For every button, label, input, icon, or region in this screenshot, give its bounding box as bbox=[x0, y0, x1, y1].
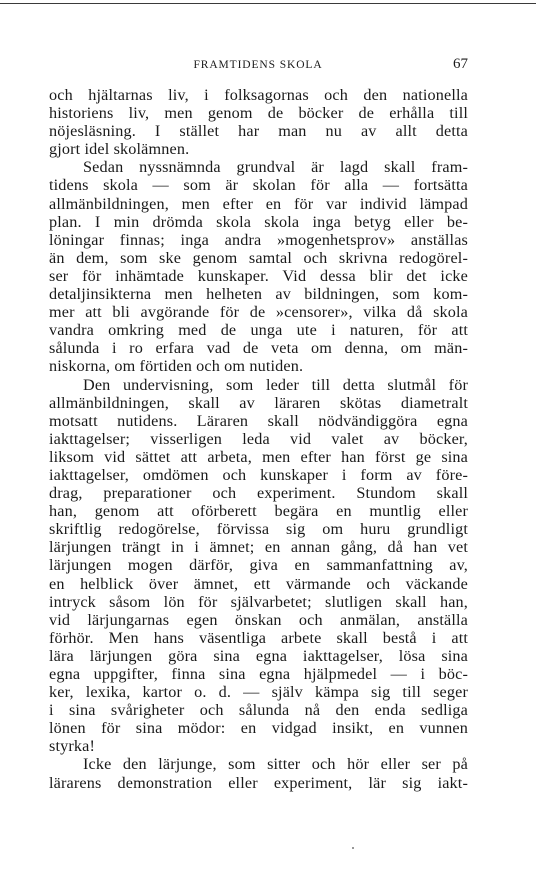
text-line: vandra omkring med de unga ute i naturen, för att bbox=[49, 321, 468, 340]
text-line: historiens liv, men genom de böcker de erhålla till bbox=[49, 104, 468, 123]
text-line: drag, preparationer och experiment. Stundom skall bbox=[49, 484, 468, 503]
text-line: skriftlig redogörelse, förvissa sig om huru grundligt bbox=[49, 520, 468, 539]
text-line: lärjungen trängt in i ämnet; en annan gång, då han vet bbox=[49, 538, 468, 557]
paragraph-start-line: Icke den lärjunge, som sitter och hör eller ser på bbox=[83, 755, 468, 774]
running-header bbox=[48, 56, 468, 76]
page-number: 67 bbox=[453, 56, 468, 72]
text-line: han, genom att oförberett begära en muntlig eller bbox=[49, 502, 468, 521]
text-line: förhör. Men hans väsentliga arbete skall bestå i att bbox=[49, 628, 468, 647]
text-line: plan. I min drömda skola skola inga betyg eller be- bbox=[49, 212, 468, 231]
text-line: i sina svårigheter och sålunda nå den enda sedliga bbox=[49, 701, 468, 720]
body-text bbox=[49, 86, 468, 792]
text-line: än dem, som ske genom samtal och skrivna redogörel- bbox=[49, 248, 468, 267]
text-line: mer att bli avgörande för de »censorer», vilka då skola bbox=[49, 303, 468, 322]
text-line: allmänbildningen, skall av läraren skötas diametralt bbox=[49, 393, 468, 412]
text-line: ker, lexika, kartor o. d. — själv kämpa sig till seger bbox=[49, 683, 468, 702]
text-line: liksom vid sättet att arbeta, men efter han först ge sina bbox=[49, 447, 468, 466]
paper-speck bbox=[352, 847, 354, 849]
text-line: styrka! bbox=[49, 737, 96, 756]
text-line: detaljinsikterna men helheten av bildningen, som kom- bbox=[49, 285, 468, 304]
running-title: FRAMTIDENS SKOLA bbox=[193, 59, 323, 71]
paragraph-start-line: Sedan nyssnämnda grundval är lagd skall fram- bbox=[83, 158, 468, 177]
text-line: tidens skola — som är skolan för alla — fortsätta bbox=[49, 176, 468, 195]
paragraph-start-line: Den undervisning, som leder till detta slutmål för bbox=[83, 375, 468, 394]
text-line: nöjesläsning. I stället har man nu av allt detta bbox=[49, 122, 468, 141]
text-line: lära lärjungen göra sina egna iakttagelser, lösa sina bbox=[49, 646, 468, 665]
text-line: sålunda i ro erfara vad de veta om denna, om män- bbox=[49, 339, 468, 358]
text-line: allmänbildningen, men efter en för var individ lämpad bbox=[49, 194, 468, 213]
text-line: ser för inhämtade kunskaper. Vid dessa blir det icke bbox=[49, 266, 468, 285]
text-line: och hjältarnas liv, i folksagornas och den nationella bbox=[49, 86, 468, 104]
top-edge-rule bbox=[0, 3, 536, 4]
text-line: iakttagelser; visserligen leda vid valet av böcker, bbox=[49, 429, 468, 448]
text-line: egna uppgifter, finna sina egna hjälpmedel — i böc- bbox=[49, 665, 468, 683]
text-line: löningar finnas; inga andra »mogenhetsprov» anställas bbox=[49, 230, 468, 249]
text-line: gjort idel skolämnen. bbox=[49, 140, 190, 159]
text-line: motsatt nutidens. Läraren skall nödvändiggöra egna bbox=[49, 411, 468, 430]
text-line: lönen för sina mödor: en vidgad insikt, en vunnen bbox=[49, 719, 468, 738]
text-line: lärjungen mogen därför, giva en sammanfattning av, bbox=[49, 556, 468, 575]
text-line: en helblick över ämnet, ett värmande och väckande bbox=[49, 574, 468, 593]
text-line: niskorna, om förtiden och om nutiden. bbox=[49, 357, 304, 376]
text-line: iakttagelser, omdömen och kunskaper i form av före- bbox=[49, 465, 468, 484]
text-line: vid lärjungarnas egen önskan och anmälan, anställa bbox=[49, 610, 468, 629]
text-line: intryck såsom lön för självarbetet; slutligen skall han, bbox=[49, 592, 468, 611]
text-line: lärarens demonstration eller experiment, lär sig iakt- bbox=[49, 773, 468, 792]
